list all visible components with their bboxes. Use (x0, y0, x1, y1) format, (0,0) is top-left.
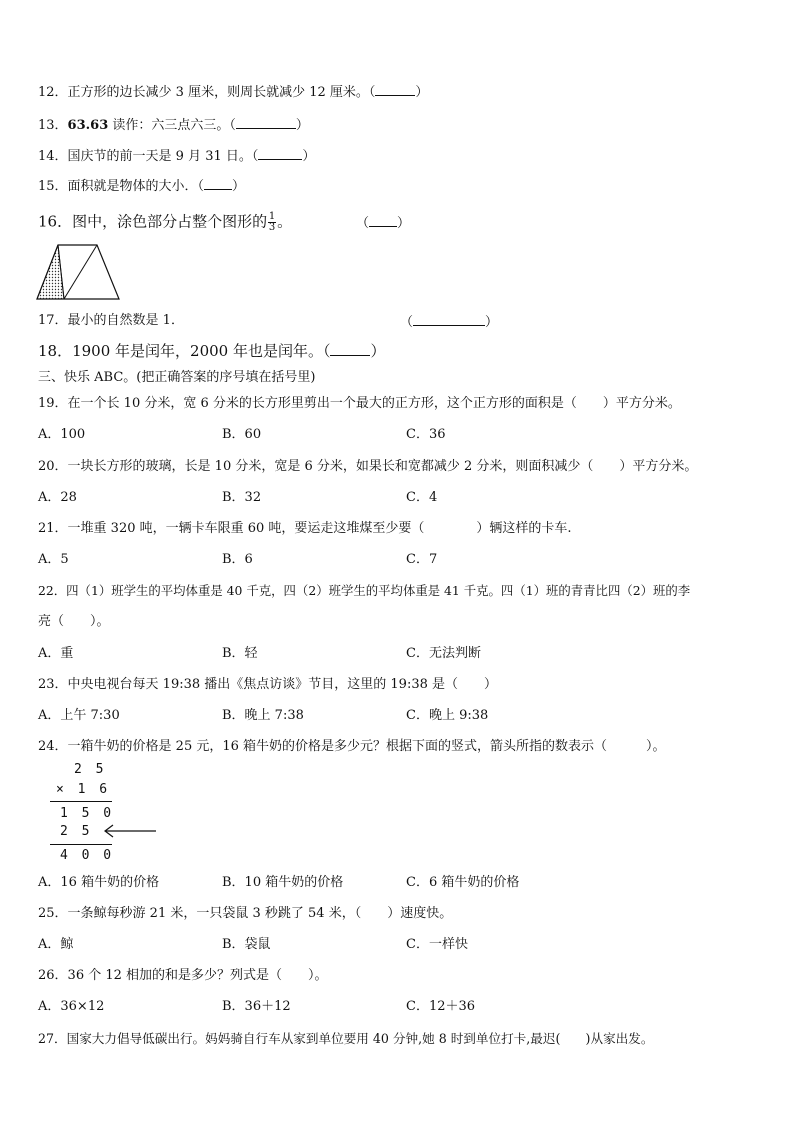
partial-product-1: 1 5 0 (60, 806, 115, 821)
question-17-text: 17．最小的自然数是 1． (38, 313, 184, 328)
multiplicand: 2 5 (74, 762, 107, 777)
option-c[interactable]: C．4 (406, 490, 438, 505)
question-12-text: 12．正方形的边长减少 3 厘米，则周长就减少 12 厘米。（ (38, 85, 376, 100)
option-b[interactable]: B．晚上 7:38 (222, 708, 304, 723)
question-14: 14．国庆节的前一天是 9 月 31 日。（ ） (38, 149, 316, 164)
multiplier: × 1 6 (56, 782, 111, 797)
question-12: 12．正方形的边长减少 3 厘米，则周长就减少 12 厘米。（ ） (38, 85, 429, 100)
arrow-left-icon (102, 824, 158, 838)
question-24: 24．一箱牛奶的价格是 25 元，16 箱牛奶的价格是多少元？根据下面的竖式，箭头所指的数表示（ ）。 (38, 739, 666, 754)
option-a[interactable]: A．重 (38, 646, 74, 661)
question-17 (38, 313, 184, 329)
fraction-one-third: $\frac{1}{3}$ (268, 211, 276, 233)
question-16-text: 16．图中，涂色部分占整个图形的 (38, 212, 268, 231)
final-product: 4 0 0 (60, 848, 115, 863)
question-15: 15．面积就是物体的大小．（ ） (38, 179, 246, 194)
shaded-triangle (37, 245, 64, 299)
question-18: 18．1900 年是闰年，2000 年也是闰年。（ ） (38, 342, 386, 360)
answer-blank[interactable] (236, 116, 296, 129)
question-19: 19．在一个长 10 分米，宽 6 分米的长方形里剪出一个最大的正方形，这个正方形的面积是（ ）平方分米。 (38, 396, 681, 411)
question-20: 20．一块长方形的玻璃，长是 10 分米，宽是 6 分米，如果长和宽都减少 2 分米，则面积减少（ ）平方分米。 (38, 459, 698, 474)
option-c[interactable]: C．36 (406, 427, 446, 442)
option-b[interactable]: B．32 (222, 490, 262, 505)
question-27: 27．国家大力倡导低碳出行。妈妈骑自行车从家到单位要用 40 分钟,她 8 时到单位打卡,最迟( )从家出发。 (38, 1031, 654, 1046)
option-a[interactable]: A．5 (38, 552, 69, 567)
question-18-text: 18．1900 年是闰年，2000 年也是闰年。（ (38, 342, 331, 360)
option-b[interactable]: B．轻 (222, 646, 258, 661)
question-14-text: 14．国庆节的前一天是 9 月 31 日。（ (38, 149, 259, 164)
question-25: 25．一条鲸每秒游 21 米，一只袋鼠 3 秒跳了 54 米，（ ）速度快。 (38, 906, 453, 921)
option-a[interactable]: A．上午 7:30 (38, 708, 120, 723)
question-16-answer: （ ） (356, 216, 411, 231)
question-26: 26．36 个 12 相加的和是多少？列式是（ ）。 (38, 968, 328, 983)
question-16: 16．图中，涂色部分占整个图形的 $\frac{1}{3}$ 。 (38, 211, 293, 233)
option-a[interactable]: A．16 箱牛奶的价格 (38, 875, 160, 890)
number-63-63: 63.63 (67, 118, 109, 133)
answer-blank[interactable] (330, 343, 370, 356)
vertical-multiplication (50, 762, 160, 866)
answer-blank[interactable] (204, 177, 232, 190)
question-21: 21．一堆重 320 吨，一辆卡车限重 60 吨，要运走这堆煤至少要（ ）辆这样的卡车. (38, 521, 572, 536)
option-b[interactable]: B．袋鼠 (222, 937, 271, 952)
answer-blank[interactable] (258, 147, 302, 160)
option-c[interactable]: C．晚上 9:38 (406, 708, 489, 723)
section-heading: 三、快乐 ABC。(把正确答案的序号填在括号里) (38, 370, 316, 385)
question-22-continued: 亮（ ）。 (38, 614, 110, 629)
question-13: 13．63.63 读作：六三点六三。（ ） (38, 118, 309, 133)
answer-blank[interactable] (375, 83, 415, 96)
option-b[interactable]: B．36＋12 (222, 999, 291, 1014)
question-15-text: 15．面积就是物体的大小．（ (38, 179, 205, 194)
option-b[interactable]: B．60 (222, 427, 262, 442)
question-22: 22．四（1）班学生的平均体重是 40 千克，四（2）班学生的平均体重是 41 千克。四（1）班的青青比四（2）班的李 (38, 583, 691, 598)
option-c[interactable]: C．12＋36 (406, 999, 476, 1014)
answer-blank[interactable] (369, 214, 397, 227)
answer-blank[interactable] (413, 313, 485, 326)
option-a[interactable]: A．100 (38, 427, 86, 442)
option-b[interactable]: B．10 箱牛奶的价格 (222, 875, 344, 890)
option-a[interactable]: A．28 (38, 490, 77, 505)
question-13-text: 读作：六三点六三。（ (108, 118, 236, 133)
option-c[interactable]: C．7 (406, 552, 438, 567)
option-a[interactable]: A．鲸 (38, 937, 74, 952)
option-c[interactable]: C．6 箱牛奶的价格 (406, 875, 520, 890)
question-17-answer: （ ） (400, 315, 499, 330)
option-c[interactable]: C．一样快 (406, 937, 468, 952)
trapezoid-figure (36, 243, 122, 301)
option-a[interactable]: A．36×12 (38, 999, 105, 1014)
option-c[interactable]: C．无法判断 (406, 646, 481, 661)
partial-product-2: 2 5 (60, 824, 93, 839)
question-23: 23．中央电视台每天 19:38 播出《焦点访谈》节目，这里的 19:38 是（ ） (38, 677, 497, 692)
option-b[interactable]: B．6 (222, 552, 253, 567)
